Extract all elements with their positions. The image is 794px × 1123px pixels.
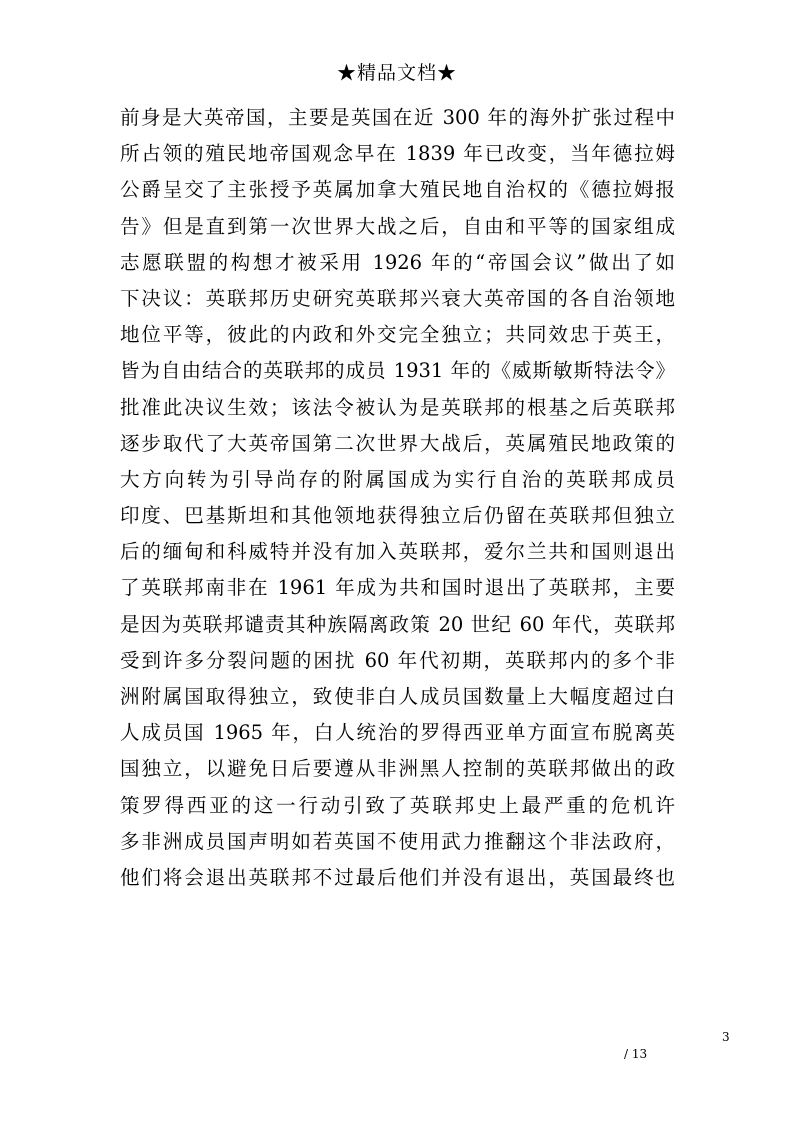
- body-line: 多非洲成员国声明如若英国不使用武力推翻这个非法政府，: [120, 829, 675, 853]
- body-line: 皆为自由结合的英联邦的成员 1931 年的《威斯敏斯特法令》: [120, 359, 675, 383]
- body-line: 印度、巴基斯坦和其他领地获得独立后仍留在英联邦但独立: [120, 504, 675, 528]
- body-line: 国独立，以避免日后要遵从非洲黑人控制的英联邦做出的政: [120, 757, 675, 781]
- body-line: 洲附属国取得独立，致使非白人成员国数量上大幅度超过白: [120, 685, 675, 708]
- body-line: 逐步取代了大英帝国第二次世界大战后，英属殖民地政策的: [120, 431, 675, 455]
- body-line: 大方向转为引导尚存的附属国成为实行自治的英联邦成员: [120, 467, 675, 491]
- body-line: 志愿联盟的构想才被采用 1926 年的“帝国会议”做出了如: [120, 250, 675, 274]
- document-header-title: ★精品文档★: [336, 62, 457, 84]
- body-line: 前身是大英帝国，主要是英国在近 300 年的海外扩张过程中: [120, 106, 675, 129]
- body-line: 人成员国 1965 年，白人统治的罗得西亚单方面宣布脱离英: [120, 721, 675, 745]
- body-line: 受到许多分裂问题的困扰 60 年代初期，英联邦内的多个非: [120, 648, 675, 672]
- page-number: 3: [722, 1030, 730, 1044]
- body-line: 批准此决议生效；该法令被认为是英联邦的根基之后英联邦: [120, 395, 675, 419]
- body-line: 他们将会退出英联邦不过最后他们并没有退出，英国最终也: [120, 865, 675, 889]
- body-line: 是因为英联邦谴责其种族隔离政策 20 世纪 60 年代，英联邦: [120, 612, 675, 636]
- body-line: 后的缅甸和科威特并没有加入英联邦，爱尔兰共和国则退出: [120, 540, 675, 564]
- body-line: 所占领的殖民地帝国观念早在 1839 年已改变，当年德拉姆: [120, 142, 675, 166]
- body-line: 地位平等，彼此的内政和外交完全独立；共同效忠于英王，: [120, 323, 675, 347]
- body-line: 策罗得西亚的这一行动引致了英联邦史上最严重的危机许: [120, 793, 675, 817]
- body-line: 了英联邦南非在 1961 年成为共和国时退出了英联邦，主要: [120, 576, 675, 600]
- body-line: 公爵呈交了主张授予英属加拿大殖民地自治权的《德拉姆报: [120, 178, 675, 202]
- document-body: [120, 100, 675, 896]
- body-line: 告》但是直到第一次世界大战之后，自由和平等的国家组成: [120, 214, 675, 238]
- body-line: 下决议：英联邦历史研究英联邦兴衰大英帝国的各自治领地: [120, 286, 675, 310]
- page-total: / 13: [624, 1047, 648, 1061]
